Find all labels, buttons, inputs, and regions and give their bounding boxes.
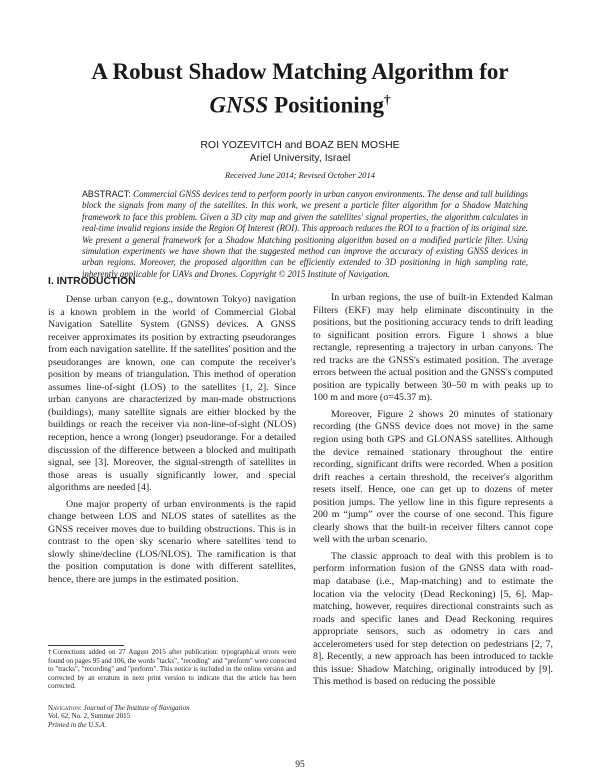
abstract-label: ABSTRACT:: [82, 189, 131, 199]
author-names: ROI YOZEVITCH and BOAZ BEN MOSHE: [200, 139, 400, 151]
journal-name: Journal of The Institute of Navigation: [81, 704, 190, 712]
paper-title: [40, 58, 560, 120]
paragraph: Dense urban canyon (e.g., downtown Tokyo) navigation is a known problem in the world of Commercial Global Navigation Satellite System (GNSS) devices. A GNSS receiver approximates its position by extracting pseudoranges from each navigation satellite. If the satellites' position and the pseudoranges are known, one can compute the receiver's position by means of triangulation. This method of operation assumes line-of-sight (LOS) to the satellites [1, 2]. Since urban canyons are characterized by man-made obstructions (buildings), many satellite signals are either blocked by the buildings or reach the receiver via non-line-of-sight (NLOS) reception, hence a wrong (longer) pseudorange. For a detailed discussion of the difference between a blocked and multipath signal, see [3]. Moreover, the signal-strength of satellites in those areas is usually significantly lower, and special algorithms are needed [4].: [48, 294, 296, 494]
body-column-right: [313, 292, 553, 762]
author-block: [40, 139, 560, 165]
page-number: 95: [295, 760, 305, 770]
footnote-text: †Corrections added on 27 August 2015 after publication: typographical errors were found on pages 95 and 106, the words "tacks", "recoding" and "preform" were corrected to "tracks", "recording" and "perform". This notice is included in the online version and corrected by an erratum in next print version to indicate that the article has been corrected.: [48, 648, 296, 690]
affiliation: Ariel University, Israel: [249, 152, 351, 164]
title-dagger: †: [383, 92, 391, 107]
paragraph: Moreover, Figure 2 shows 20 minutes of stationary recording (the GNSS device does not move) in the same region using both GPS and GLONASS satellites. Although the device remained stationary throughout the entire recording, significant drifts were recorded. When a position drift reaches a certain threshold, the receiver's algorithm resets itself. Hence, one can get up to dozens of meter position jumps. The yellow line in this figure represents a 200 m “jump” over the course of one second. This figure clearly shows that the built-in receiver filters cannot cope well with the urban scenario.: [313, 408, 553, 546]
abstract-text: Commercial GNSS devices tend to perform poorly in urban canyon environments. The dense and tall buildings block the signals from many of the satellites. In this work, we present a particle filter algorithm for a Shadow Matching framework to face this problem. Given a 3D city map and given the satellites' signal properties, the algorithm calculates in real-time invalid regions inside the Region Of Interest (ROI). This approach reduces the ROI to a fraction of its original size. We present a general framework for a Shadow Matching positioning algorithm based on a modified particle filter. Using simulation experiments we have shown that the suggested method can improve the accuracy of existing GNSS devices in urban regions. Moreover, the proposed algorithm can be efficiently extended to 3D positioning in high sampling rate, inherently applicable for UAVs and Drones. Copyright © 2015 Institute of Navigation.: [82, 189, 528, 279]
journal-volume: Vol. 62, No. 2, Summer 2015: [48, 712, 131, 721]
journal-printed: Printed in the U.S.A.: [48, 720, 107, 729]
journal-info: [48, 704, 296, 729]
footnote-rule: [48, 645, 124, 646]
footnote: [48, 648, 296, 691]
body-column-left: [48, 294, 296, 644]
paragraph: In urban regions, the use of built-in Extended Kalman Filters (EKF) may help eliminate discontinuity in the positions, but the positioning accuracy tends to drift leading to significant position errors. Figure 1 shows a blue rectangle, representing a trajectory in urban canyons. The red tracks are the GNSS's estimated position. The average errors between the actual position and the GNSS's computed position are typically between 30–50 m with peaks up to 100 m and more (σ=45.37 m).: [313, 292, 553, 404]
section-heading-introduction: I. INTRODUCTION: [48, 276, 136, 287]
journal-label: Navigation:: [48, 704, 82, 712]
title-gnss: GNSS: [209, 92, 269, 118]
journal-title-line: [48, 704, 296, 712]
paragraph: One major property of urban environments is the rapid change between LOS and NLOS states of satellites as the GNSS receiver moves due to building obstructions. This is in contrast to the open sky scenario where satellites tend to slowly shine/decline (LOS/NLOS). The ramification is that the position computation is done with different satellites, hence, there are jumps in the estimated position.: [48, 498, 296, 586]
abstract: [82, 189, 528, 280]
paragraph: The classic approach to deal with this problem is to perform information fusion of the GNSS data with road-map database (i.e., Map-matching) and to estimate the location via the velocity (Dead Reckoning) [5, 6]. Map-matching, however, requires directional constraints such as roads and specific lanes and Dead Reckoning requires appropriate sensors, such as odometry in cars and accelerometers used for step detection on pedestrians [2, 7, 8]. Recently, a new approach has been introduced to tackle this issue: Shadow Matching, originally introduced by [9]. This method is based on reducing the possible: [313, 550, 553, 688]
received-dates: Received June 2014; Revised October 2014: [224, 170, 376, 180]
title-line-2-rest: Positioning: [268, 92, 384, 118]
title-line-1: A Robust Shadow Matching Algorithm for: [91, 59, 509, 84]
